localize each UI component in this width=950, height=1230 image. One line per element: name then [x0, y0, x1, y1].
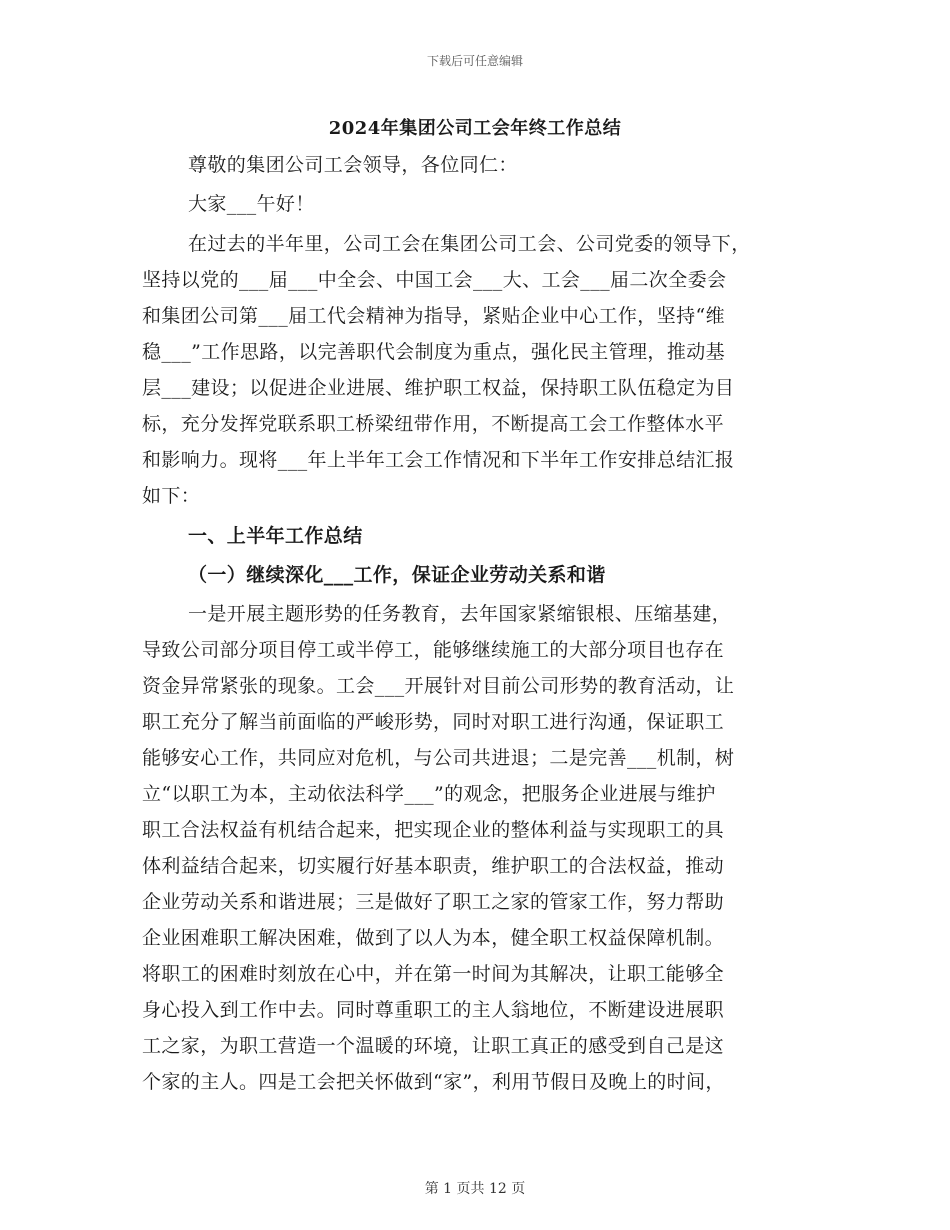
body-line: 将职工的困难时刻放在心中，并在第一时间为其解决，让职工能够全 [142, 963, 725, 985]
salutation: 尊敬的集团公司工会领导，各位同仁： [188, 154, 518, 176]
body-line: 职工充分了解当前面临的严峻形势，同时对职工进行沟通，保证职工 [142, 711, 725, 733]
body-line: 一是开展主题形势的任务教育，去年国家紧缩银根、压缩基建， [188, 603, 732, 625]
body-line: 个家的主人。四是工会把关怀做到“家”，利用节假日及晚上的时间， [142, 1071, 725, 1093]
header-note: 下载后可任意编辑 [426, 54, 523, 68]
body-line: 职工合法权益有机结合起来，把实现企业的整体利益与实现职工的具 [142, 819, 725, 841]
body-line: 能够安心工作，共同应对危机，与公司共进退；二是完善___机制，树 [142, 747, 735, 769]
body-line: 身心投入到工作中去。同时尊重职工的主人翁地位，不断建设进展职 [142, 999, 725, 1021]
body-line: 工之家，为职工营造一个温暖的环境，让职工真正的感受到自己是这 [142, 1035, 725, 1057]
body-line: 和集团公司第___届工代会精神为指导，紧贴企业中心工作，坚持“维 [142, 305, 726, 327]
section-heading: 一、上半年工作总结 [188, 525, 363, 547]
body-line: 导致公司部分项目停工或半停工，能够继续施工的大部分项目也存在 [142, 639, 725, 661]
body-line: 在过去的半年里，公司工会在集团公司工会、公司党委的领导下， [188, 233, 751, 255]
body-line: 如下： [142, 485, 201, 507]
page-footer: 第 1 页共 12 页 [424, 1181, 526, 1197]
body-line: 资金异常紧张的现象。工会___开展针对目前公司形势的教育活动，让 [142, 675, 735, 697]
body-line: 标，充分发挥党联系职工桥梁纽带作用，不断提高工会工作整体水平 [142, 413, 725, 435]
body-line: 体利益结合起来，切实履行好基本职责，维护职工的合法权益，推动 [142, 855, 725, 877]
body-line: 立“以职工为本，主动依法科学___”的观念，把服务企业进展与维护 [142, 783, 716, 805]
greeting: 大家___午好！ [188, 193, 315, 215]
body-line: 企业困难职工解决困难，做到了以人为本，健全职工权益保障机制。 [142, 927, 725, 949]
body-line: 坚持以党的___届___中全会、中国工会___大、工会___届二次全委会 [142, 269, 727, 291]
body-line: 和影响力。现将___年上半年工会工作情况和下半年工作安排总结汇报 [142, 449, 735, 471]
subsection-heading: （一）继续深化___工作，保证企业劳动关系和谐 [188, 564, 606, 586]
body-line: 层___建设；以促进企业进展、维护职工权益，保持职工队伍稳定为目 [142, 377, 735, 399]
body-line: 稳___”工作思路，以完善职代会制度为重点，强化民主管理，推动基 [142, 341, 726, 363]
body-line: 企业劳动关系和谐进展；三是做好了职工之家的管家工作，努力帮助 [142, 891, 725, 913]
document-title: 2024年集团公司工会年终工作总结 [328, 118, 622, 139]
